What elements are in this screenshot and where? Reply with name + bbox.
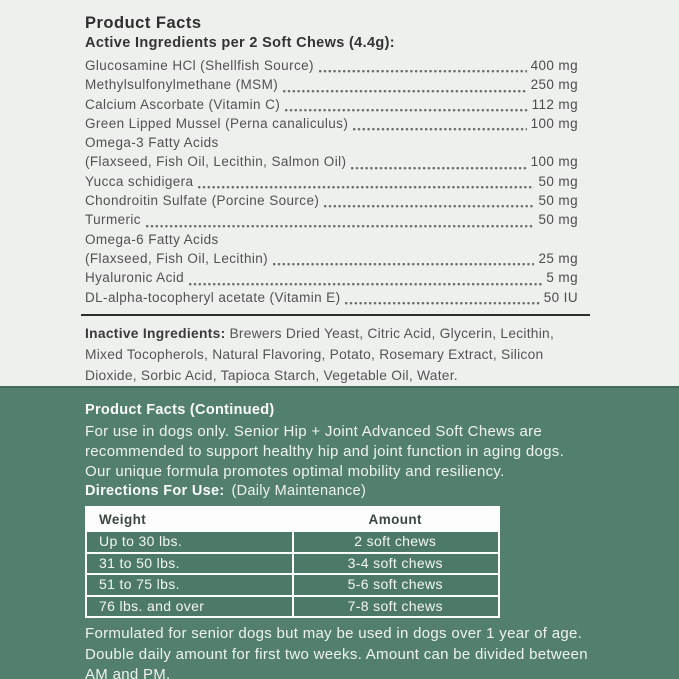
active-ingredients-heading: Active Ingredients per 2 Soft Chews (4.4g): <box>85 35 395 51</box>
ingredient-name: Green Lipped Mussel (Perna canaliculus) <box>85 115 349 131</box>
ingredient-name: Turmeric <box>85 212 141 228</box>
table-header-row <box>87 508 498 530</box>
table-row <box>87 575 498 595</box>
ingredient-group-row <box>85 135 578 154</box>
table-row <box>87 597 498 617</box>
weight-cell: 76 lbs. and over <box>87 597 292 617</box>
ingredient-name: Calcium Ascorbate (Vitamin C) <box>85 96 281 112</box>
amount-cell: 2 soft chews <box>294 532 499 552</box>
dosage-note-line: Double daily amount for first two weeks. Amount can be divided between <box>85 645 588 663</box>
amount-cell: 3-4 soft chews <box>294 554 499 574</box>
usage-line: recommended to support healthy hip and joint function in aging dogs. <box>85 443 565 460</box>
ingredient-amount: 100 mg <box>530 154 578 170</box>
usage-line: For use in dogs only. Senior Hip + Joint Advanced Soft Chews are <box>85 423 543 440</box>
inactive-line: Dioxide, Sorbic Acid, Tapioca Starch, Vegetable Oil, Water. <box>85 367 458 383</box>
weight-cell: 31 to 50 lbs. <box>87 554 292 574</box>
continued-title: Product Facts (Continued) <box>85 402 275 418</box>
ingredient-amount: 112 mg <box>531 96 578 112</box>
ingredient-group-row <box>85 232 578 251</box>
inactive-line: Mixed Tocopherols, Natural Flavoring, Potato, Rosemary Extract, Silicon <box>85 346 544 362</box>
divider-rule <box>81 314 590 316</box>
ingredient-amount: 400 mg <box>530 58 578 73</box>
inactive-ingredients <box>85 323 578 386</box>
ingredient-name: Hyaluronic Acid <box>85 270 185 286</box>
ingredient-row <box>85 77 578 96</box>
dosage-note-line: AM and PM. <box>85 666 171 679</box>
dosage-note-line: Formulated for senior dogs but may be used in dogs over 1 year of age. <box>85 625 583 642</box>
ingredient-amount: 50 IU <box>543 289 578 305</box>
dotted-leader <box>353 128 526 131</box>
ingredient-name: Yucca schidigera <box>85 173 194 189</box>
ingredient-row <box>85 290 578 309</box>
ingredient-row <box>85 251 578 270</box>
usage-line: Our unique formula promotes optimal mobility and resiliency. <box>85 463 505 480</box>
table-header-amount: Amount <box>294 508 499 530</box>
ingredient-row <box>85 58 578 77</box>
ingredient-name: Chondroitin Sulfate (Porcine Source) <box>85 193 320 209</box>
ingredient-row <box>85 270 578 289</box>
inactive-ingredients-label: Inactive Ingredients: <box>85 325 226 341</box>
ingredient-amount: 250 mg <box>530 77 578 93</box>
ingredient-row <box>85 212 578 231</box>
product-facts-continued-section <box>0 386 679 679</box>
ingredient-name: (Flaxseed, Fish Oil, Lecithin, Salmon Oil) <box>85 154 347 170</box>
usage-description <box>85 422 609 482</box>
directions-label: Directions For Use: <box>85 483 225 499</box>
ingredient-amount: 25 mg <box>538 250 578 266</box>
ingredient-name: Omega-6 Fatty Acids <box>85 231 219 247</box>
ingredient-name: Methylsulfonylmethane (MSM) <box>85 77 279 93</box>
product-facts-title: Product Facts <box>85 14 202 32</box>
table-row <box>87 532 498 552</box>
ingredient-name: DL-alpha-tocopheryl acetate (Vitamin E) <box>85 289 341 305</box>
weight-cell: 51 to 75 lbs. <box>87 575 292 595</box>
active-ingredients-list <box>85 58 578 309</box>
ingredient-amount: 5 mg <box>546 270 578 286</box>
directions-heading <box>85 483 609 500</box>
ingredient-row <box>85 174 578 193</box>
dotted-leader <box>319 70 527 73</box>
dotted-leader <box>285 109 527 112</box>
dotted-leader <box>273 263 534 266</box>
dotted-leader <box>324 205 534 208</box>
directions-note: (Daily Maintenance) <box>231 483 367 499</box>
dotted-leader <box>189 283 542 286</box>
dotted-leader <box>283 90 526 93</box>
dotted-leader <box>146 225 535 228</box>
table-row <box>87 554 498 574</box>
ingredient-amount: 50 mg <box>538 173 578 189</box>
ingredient-amount: 50 mg <box>538 212 578 228</box>
dotted-leader <box>351 167 526 170</box>
dosage-notes <box>85 624 609 679</box>
ingredient-amount: 100 mg <box>530 115 578 131</box>
inactive-line: Brewers Dried Yeast, Citric Acid, Glycerin, Lecithin, <box>229 325 555 341</box>
dotted-leader <box>345 302 539 305</box>
ingredient-row <box>85 116 578 135</box>
weight-cell: Up to 30 lbs. <box>87 532 292 552</box>
amount-cell: 7-8 soft chews <box>294 597 499 617</box>
ingredient-row <box>85 154 578 173</box>
ingredient-amount: 50 mg <box>538 193 578 209</box>
table-header-weight: Weight <box>87 508 292 530</box>
ingredient-name: Glucosamine HCl (Shellfish Source) <box>85 58 314 73</box>
ingredient-row <box>85 97 578 116</box>
amount-cell: 5-6 soft chews <box>294 575 499 595</box>
ingredient-row <box>85 193 578 212</box>
ingredient-name: Omega-3 Fatty Acids <box>85 135 219 151</box>
dosage-table <box>85 506 500 618</box>
ingredient-name: (Flaxseed, Fish Oil, Lecithin) <box>85 250 269 266</box>
dotted-leader <box>198 186 534 189</box>
